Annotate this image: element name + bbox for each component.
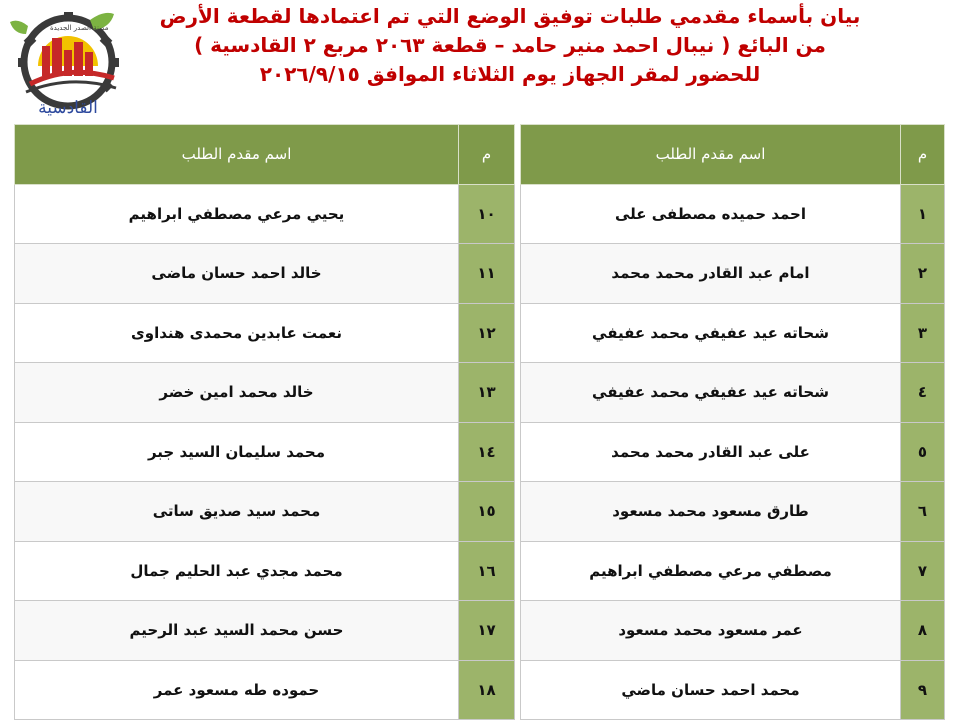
header-name-left: اسم مقدم الطلب <box>15 125 459 185</box>
table-row <box>15 541 945 601</box>
applicant-name-right: طارق مسعود محمد مسعود <box>521 482 901 542</box>
applicant-name-right: احمد حميده مصطفى على <box>521 184 901 244</box>
table-header-row <box>15 125 945 185</box>
column-gap <box>515 601 521 661</box>
column-gap <box>515 541 521 601</box>
column-gap <box>515 303 521 363</box>
row-number-left: ١٢ <box>459 303 515 363</box>
row-number-left: ١١ <box>459 244 515 304</box>
row-number-right: ٨ <box>901 601 945 661</box>
applicant-name-left: خالد احمد حسان ماضى <box>15 244 459 304</box>
applicant-name-right: مصطفي مرعي مصطفي ابراهيم <box>521 541 901 601</box>
title-line-1: بيان بأسماء مقدمي طلبات توفيق الوضع التي تم اعتمادها لقطعة الأرض <box>159 4 861 28</box>
applicant-name-right: على عبد القادر محمد محمد <box>521 422 901 482</box>
column-gap <box>515 422 521 482</box>
table-row <box>15 244 945 304</box>
row-number-left: ١٧ <box>459 601 515 661</box>
applicant-name-left: يحيي مرعي مصطفي ابراهيم <box>15 184 459 244</box>
table-row <box>15 482 945 542</box>
applicant-name-left: محمد مجدي عبد الحليم جمال <box>15 541 459 601</box>
row-number-right: ٦ <box>901 482 945 542</box>
applicant-name-right: عمر مسعود محمد مسعود <box>521 601 901 661</box>
row-number-right: ٧ <box>901 541 945 601</box>
applicant-name-right: شحاته عيد عفيفي محمد عفيفي <box>521 303 901 363</box>
row-number-left: ١٠ <box>459 184 515 244</box>
title-line-2: من البائع ( نيبال احمد منير حامد – قطعة ٢٠٦٣ مربع ٢ القادسية ) <box>194 33 826 57</box>
row-number-right: ٣ <box>901 303 945 363</box>
row-number-right: ٥ <box>901 422 945 482</box>
row-number-left: ١٤ <box>459 422 515 482</box>
logo-caption: القادسية <box>38 98 98 118</box>
table-row <box>15 601 945 661</box>
applicant-name-right: شحاته عيد عفيفي محمد عفيفي <box>521 363 901 423</box>
applicant-name-right: محمد احمد حسان ماضي <box>521 660 901 720</box>
applicant-name-left: حموده طه مسعود عمر <box>15 660 459 720</box>
applicant-name-right: امام عبد القادر محمد محمد <box>521 244 901 304</box>
row-number-right: ٢ <box>901 244 945 304</box>
column-gap <box>515 184 521 244</box>
applicant-name-left: محمد سيد صديق ساتى <box>15 482 459 542</box>
table-row <box>15 363 945 423</box>
row-number-right: ٤ <box>901 363 945 423</box>
row-number-left: ١٨ <box>459 660 515 720</box>
applicant-name-left: حسن محمد السيد عبد الرحيم <box>15 601 459 661</box>
table-row <box>15 422 945 482</box>
header-num-right: م <box>901 125 945 185</box>
table-row <box>15 184 945 244</box>
header-num-left: م <box>459 125 515 185</box>
applicant-name-left: نعمت عابدين محمدى هنداوى <box>15 303 459 363</box>
column-gap <box>515 244 521 304</box>
column-gap <box>515 363 521 423</box>
row-number-left: ١٣ <box>459 363 515 423</box>
applicants-table <box>14 124 945 720</box>
column-gap <box>515 482 521 542</box>
logo-arc-text: مدينة الصدر الجديدة <box>50 24 109 32</box>
row-number-right: ٩ <box>901 660 945 720</box>
column-gap <box>515 660 521 720</box>
column-gap <box>515 125 521 185</box>
title-line-3: للحضور لمقر الجهاز يوم الثلاثاء الموافق ٢٠٢٦/٩/١٥ <box>259 62 761 86</box>
row-number-left: ١٥ <box>459 482 515 542</box>
table-row <box>15 660 945 720</box>
header-name-right: اسم مقدم الطلب <box>521 125 901 185</box>
row-number-left: ١٦ <box>459 541 515 601</box>
document-header <box>150 2 870 89</box>
applicant-name-left: محمد سليمان السيد جبر <box>15 422 459 482</box>
row-number-right: ١ <box>901 184 945 244</box>
table-row <box>15 303 945 363</box>
applicant-name-left: خالد محمد امين خضر <box>15 363 459 423</box>
